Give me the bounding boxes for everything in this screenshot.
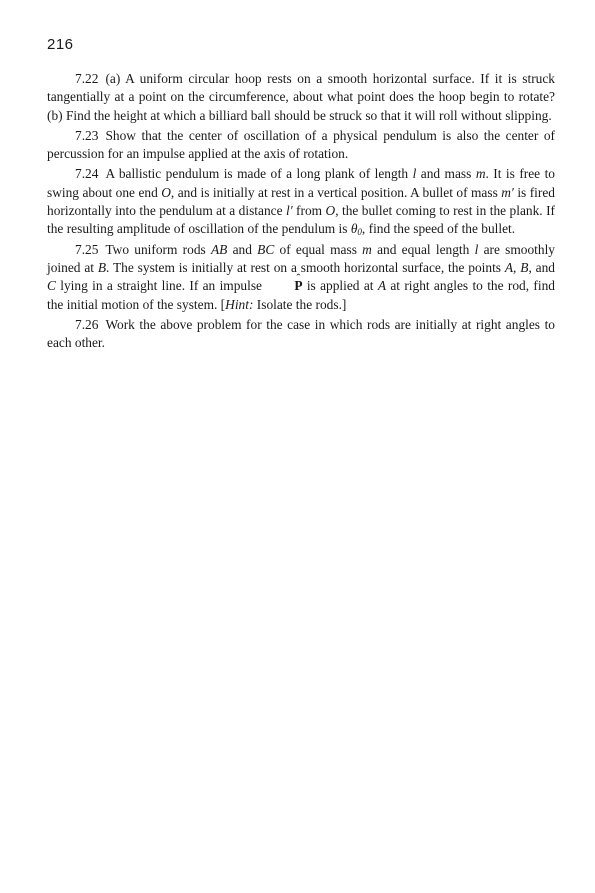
problem-text: , and is initially at rest in a vertical position. A bullet of mass xyxy=(170,184,502,200)
math-symbol-text: O xyxy=(325,203,336,219)
problem-text: and xyxy=(227,241,258,257)
problem-number: 7.22 xyxy=(75,71,99,86)
math-symbol xyxy=(257,242,274,257)
problem-text: . It is free to swing about one end xyxy=(47,166,555,200)
problem-text: of equal mass xyxy=(274,241,363,257)
problem-text: , the bullet coming to rest in the plank. If the resulting amplitude of oscillation of the pendulum is xyxy=(47,203,555,237)
math-symbol xyxy=(161,185,171,200)
math-symbol xyxy=(211,242,227,257)
math-symbol xyxy=(505,260,513,275)
math-symbol-text: l xyxy=(412,166,417,182)
math-symbol-text: B xyxy=(97,259,107,275)
problem-text: Show that the center of oscillation of a physical pendulum is also the center of percussion for an impulse applied at the axis of rotation. xyxy=(47,127,555,162)
math-symbol xyxy=(326,203,336,218)
problem-text: . The system is initially at rest on a smooth horizontal surface, the points xyxy=(106,259,505,275)
math-symbol-text: BC xyxy=(257,241,275,257)
math-symbol-text: A xyxy=(504,259,514,275)
math-symbol-text: m′ xyxy=(501,184,514,200)
problem-text: , xyxy=(513,259,521,275)
problem-number: 7.24 xyxy=(75,166,99,182)
problem-text: is fired horizontally into the pendulum at a distance xyxy=(47,184,555,219)
problem-7-22 xyxy=(47,70,555,125)
problem-text: Work the above problem for the case in which rods are initially at right angles to each other. xyxy=(47,316,555,351)
problem-text: are smoothly joined at xyxy=(47,241,555,275)
problem-number: 7.23 xyxy=(75,127,99,143)
math-symbol-text: B xyxy=(520,259,529,275)
math-symbol xyxy=(286,203,293,218)
math-symbol xyxy=(501,185,514,200)
math-symbol-text: AB xyxy=(210,241,228,257)
problem-text: A ballistic pendulum is made of a long plank of length xyxy=(105,166,413,182)
math-symbol-text: l′ xyxy=(285,203,293,219)
math-symbol xyxy=(225,297,253,312)
problem-number: 7.25 xyxy=(75,241,99,257)
math-symbol xyxy=(378,278,386,293)
problem-text: Two uniform rods xyxy=(105,241,211,257)
vector-symbol: ˆ P xyxy=(266,277,302,295)
math-symbol xyxy=(362,242,372,257)
problem-text: at right angles to the rod, find the initial motion of the system. [ xyxy=(47,278,555,312)
problem-7-25 xyxy=(47,241,555,314)
problem-7-23 xyxy=(47,127,555,164)
page-number: 216 xyxy=(47,36,74,53)
problem-text: , find the speed of the bullet. xyxy=(361,221,516,237)
problem-text: (a) A uniform circular hoop rests on a smooth horizontal surface. If it is struck tangentially at a point on the circumference, about what point does the hoop begin to rotate? (b) Find the height at which a billiard ball should be struck so that it will roll without slipping. xyxy=(47,71,555,123)
math-symbol-text: C xyxy=(47,278,56,294)
problem-7-26 xyxy=(47,316,555,353)
problem-text: , and xyxy=(528,259,555,275)
problem-text: lying in a straight line. If an impulse xyxy=(55,278,267,294)
math-symbol xyxy=(47,278,56,293)
math-subscript: 0 xyxy=(357,227,362,238)
problem-text: is applied at xyxy=(302,278,378,294)
problem-text: from xyxy=(292,203,326,219)
math-symbol xyxy=(351,221,362,236)
problem-number: 7.26 xyxy=(75,316,99,332)
problem-text: and equal length xyxy=(371,241,475,257)
problem-7-24 xyxy=(47,165,555,238)
math-symbol-text: A xyxy=(377,278,386,294)
math-symbol-text: θ xyxy=(350,221,358,237)
math-symbol-text: l xyxy=(474,241,479,257)
math-symbol xyxy=(98,260,106,275)
problem-text: Isolate the rods.] xyxy=(253,296,347,312)
math-symbol-text: m xyxy=(475,166,486,182)
math-symbol-text: Hint: xyxy=(225,296,254,312)
problem-list xyxy=(47,70,555,354)
math-symbol-text: O xyxy=(161,184,171,200)
problem-text: and mass xyxy=(416,166,476,182)
math-symbol-text: m xyxy=(362,241,372,257)
